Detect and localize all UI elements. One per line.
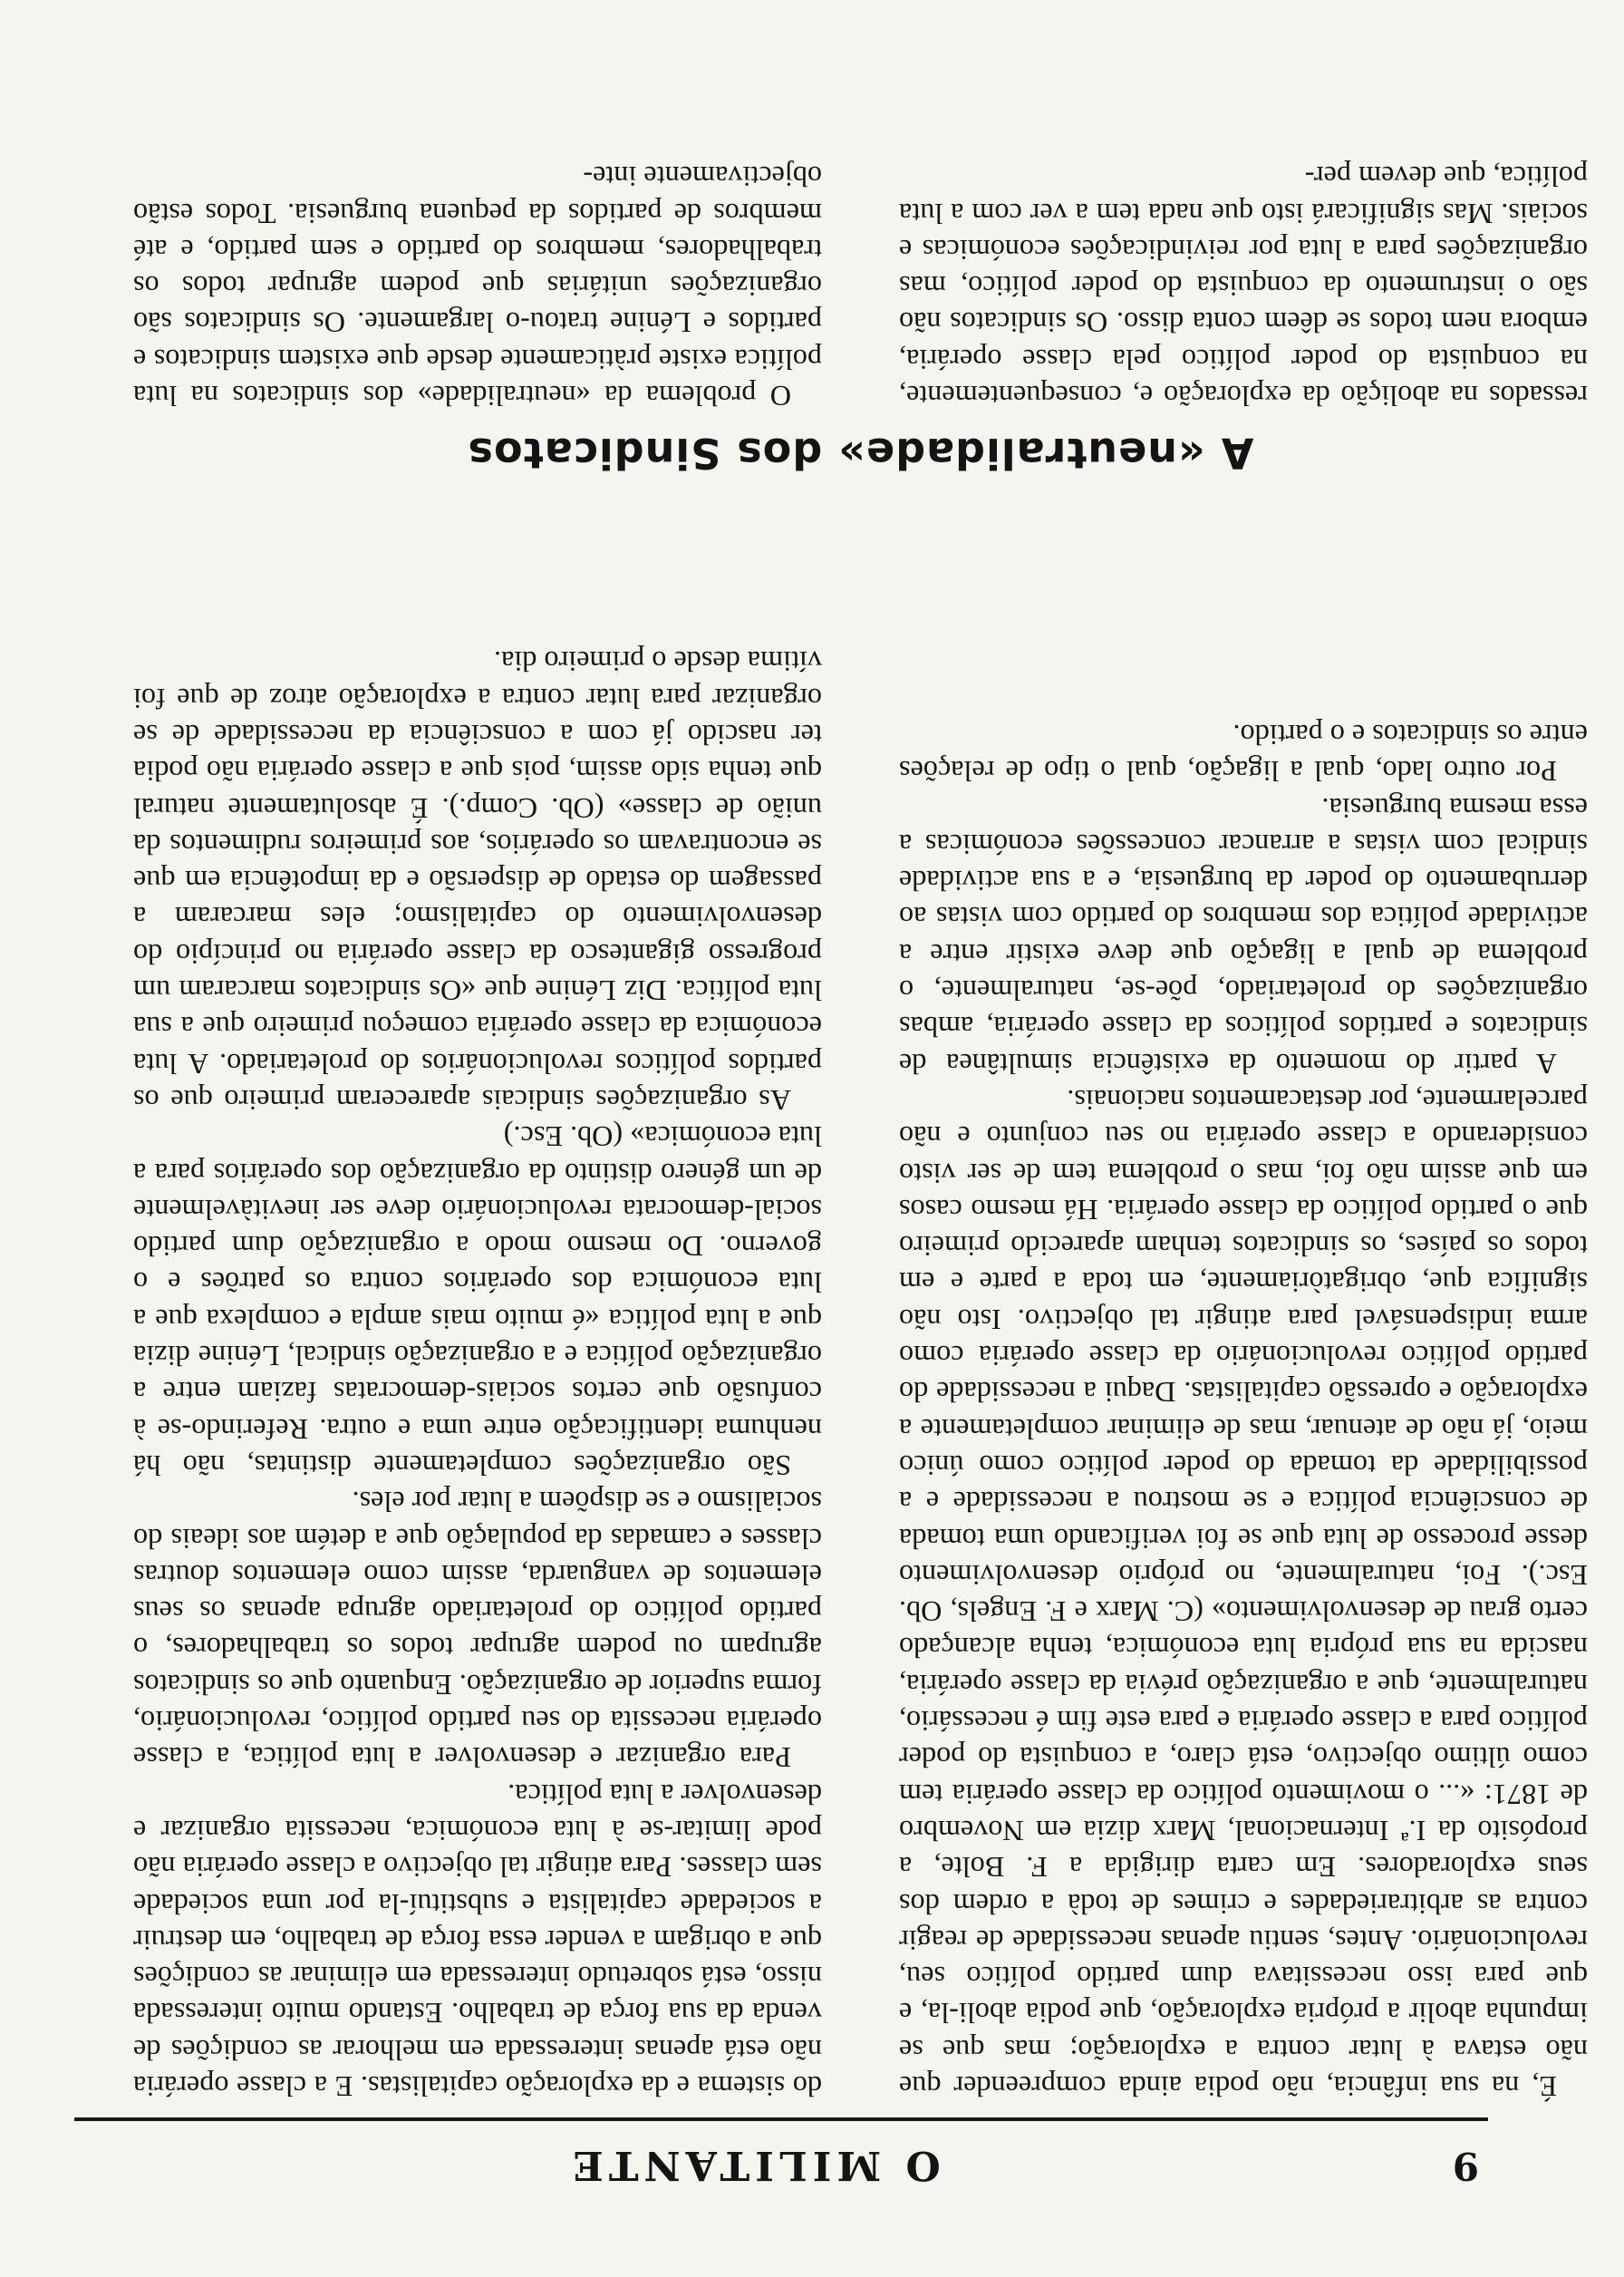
section-left-column <box>899 52 1588 414</box>
article-paragraph: Para organizar e desenvolver a luta política, a classe operária necessita do seu partido político, revolucionário, forma superior de organização. Enquanto que os sindicatos agrupam ou podem agrupar todos os trabalhadores, o partido político do proletariado agrupa apenas os seus elementos de vanguarda, assim como elementos doutras classes e camadas da população que a detém aos ideais do socialismo e se dispõem a lutar por eles. <box>133 1486 822 1775</box>
article-paragraph: São organizações completamente distintas, não há nenhuma identificação entre uma e outra. Referindo-se à confusão que certos sociais-democratas faziam entre a organização política e a organização sindical, Lénine dizia que a luta política «é muito mais ampla e complexa que a luta económica dos operários contra os patrões e o governo. Do mesmo modo a organização dum partido social-democrata revolucionário deve ser inevitàvelmente de um género distinto da organização dos operários para a luta económica» (Ob. Esc.) <box>133 1120 822 1482</box>
header-divider <box>74 2117 1488 2121</box>
article-paragraph: ressados na abolição da exploração e, consequentemente, na conquista do poder político pela classe operária, embora nem todos se dêem conta disso. Os sindicatos não são o instrumento da conquista do poder político, mas organizações para a luta por reivindicações económicas e sociais. Mas significará isto que nada tem a ver com a luta política, que devem per- <box>899 160 1588 412</box>
page-number: 9 <box>1452 2144 1479 2188</box>
article-paragraph: do sistema e da exploração capitalistas. E a classe operária não está apenas interessada em melhorar as condições de venda da sua força de trabalho. Estando muito interessada nisso, está sobretudo interessada em eliminar as condições que a obrigam a vender essa força de trabalho, em destruir a sociedade capitalista e substituí-la por uma sociedade sem classes. Para atingir tal objectivo a classe operária não pode limitar-se à luta económica, necessita organizar e desenvolver a luta política. <box>133 1778 822 2103</box>
article-paragraph: Por outro lado, qual a ligação, qual o tipo de relações entre os sindicatos e o partido. <box>899 719 1588 789</box>
section-right-column <box>133 52 822 414</box>
page-header <box>20 2130 1488 2194</box>
article-paragraph: A partir do momento da existência simultânea de sindicatos e partidos políticos da classe operária, ambas organizações do proletariado, põe-se, naturalmente, o problema de qual a ligação que deve existir entre a actividade política dos membros do partido com vistas ao derrubamento do poder da burguesia, e a sua actividade sindical com vistas a arrancar concessões económicas a essa mesma burguesia. <box>899 791 1588 1080</box>
article-paragraph: As organizações sindicais apareceram primeiro que os partidos políticos revolucionários do proletariado. A luta económica da classe operária começou primeiro que a sua luta política. Diz Lénine que «Os sindicatos marcaram um progresso gigantesco da classe operária no princípio do desenvolvimento do capitalismo; eles marcaram a passagem do estado de dispersão e da impotência em que se encontravam os operários, aos primeiros rudimentos da união de classe» (Ob. Comp.). É absolutamente natural que tenha sido assim, pois que a classe operária não podia ter nascido já com a consciência da necessidade de se organizar para lutar contra a exploração atroz de que foi vítima desde o primeiro dia. <box>133 645 822 1117</box>
publication-title: O MILITANTE <box>567 2142 941 2188</box>
article-paragraph: É, na sua infância, não podia ainda compreender que não estava à lutar contra a exploração; mas que se impunha abolir a própria exploração, que podia aboli-la, e que para isso necessitava dum partido político seu, revolucionário. Antes, sentiu apenas necessidade de reagir contra as arbitrariedades e crimes de todà a ordem dos seus exploradores. Em carta dirigida a F. Bolte, a propósito da I.ª Internacional, Marx dizia em Novembro de 1871: «... o movimento político da classe operária tem como último objectivo, está claro, a conquista do poder político para a classe operária e para este fim é necessário, naturalmente, que a organização prévia da classe operária, nascida na sua própria luta económica, tenha alcançado certo grau de desenvolvimento» (C. Marx e F. Engels, Ob. Esc.). Foi, naturalmente, no próprio desenvolvimento desse processo de luta que se foi verificando uma tomada de consciência política e se mostrou a necessidade e a possibilidade da tomada do poder político como único meio, já não de atenuar, mas de eliminar completamente a exploração e opressão capitalistas. Daqui a necessidade do partido político revolucionário da classe operária como arma indispensável para atingir tal objectivo. Isto não significa que, obrigatòriamente, em toda a parte e em todos os países, os sindicatos tenham aparecido primeiro que o partido político da classe operária. Há mesmo casos em que assim não foi, mas o problema tem de ser visto considerando a classe operária no seu conjunto e não parcelarmente, por destacamentos nacionais. <box>899 1083 1588 2103</box>
article-paragraph: O problema da «neutralidade» dos sindicatos na luta política existe pràticamente desde que existem sindicatos e partidos e Lénine tratou-o largamente. Os sindicatos são organizações unitárias que podem agrupar todos os trabalhadores, membros do partido e sem partido, e até membros de partidos da pequena burguesia. Todos estão objectivamente inte- <box>133 160 822 412</box>
section-heading: A «neutralidade» dos Sindicatos <box>467 429 1254 478</box>
